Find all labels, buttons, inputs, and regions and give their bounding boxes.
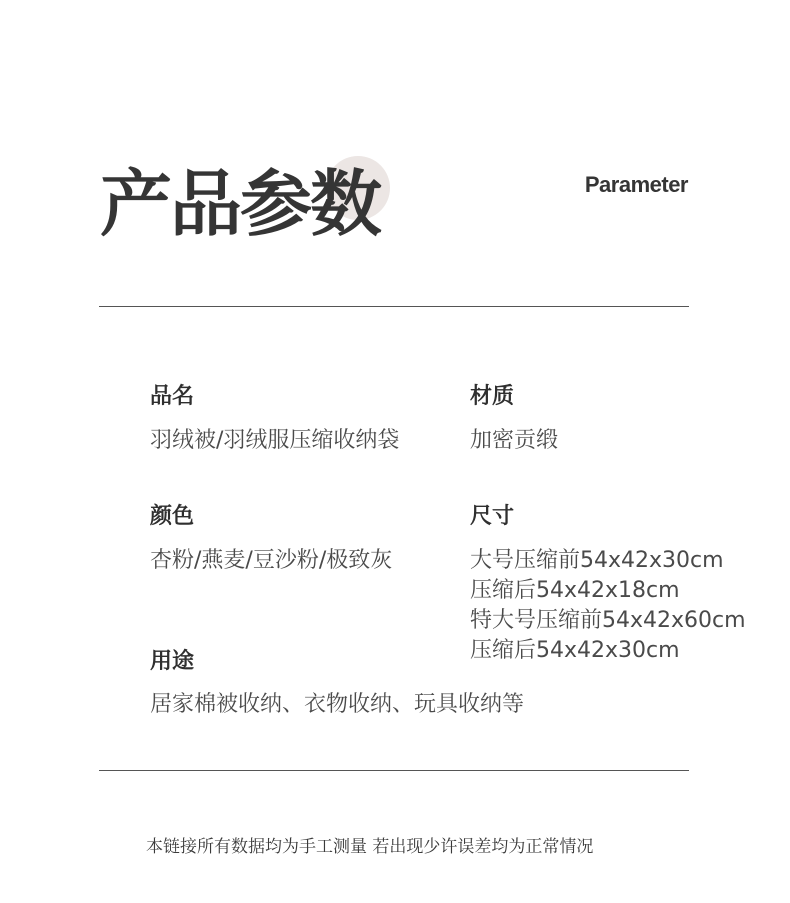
- bottom-divider: [99, 770, 689, 771]
- name-value: 羽绒被/羽绒服压缩收纳袋: [150, 428, 400, 453]
- footer-note: 本链接所有数据均为手工测量 若出现少许误差均为正常情况: [146, 837, 594, 857]
- color-value: 杏粉/燕麦/豆沙粉/极致灰: [150, 548, 393, 573]
- size-line: 大号压缩前54x42x30cm: [470, 548, 724, 573]
- color-label: 颜色: [150, 504, 195, 529]
- usage-value: 居家棉被收纳、衣物收纳、玩具收纳等: [150, 692, 525, 717]
- name-label: 品名: [150, 384, 195, 409]
- size-line: 压缩后54x42x30cm: [470, 638, 680, 663]
- page-title: 产品参数: [100, 162, 381, 246]
- size-label: 尺寸: [470, 504, 515, 529]
- top-divider: [99, 306, 689, 307]
- usage-label: 用途: [150, 649, 195, 674]
- material-label: 材质: [470, 384, 515, 409]
- material-value: 加密贡缎: [470, 428, 559, 453]
- size-value: [470, 546, 746, 666]
- size-line: 特大号压缩前54x42x60cm: [470, 608, 746, 633]
- page-subtitle: Parameter: [584, 172, 688, 197]
- size-line: 压缩后54x42x18cm: [470, 578, 680, 603]
